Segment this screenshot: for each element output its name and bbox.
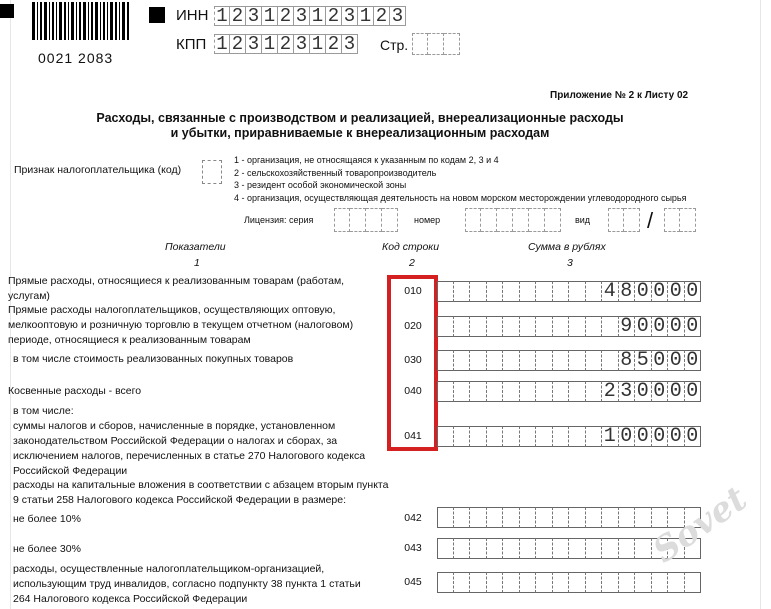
amount-digit-cell[interactable]	[503, 538, 520, 559]
amount-field-030[interactable]	[437, 350, 701, 371]
amount-digit-cell[interactable]	[536, 538, 553, 559]
amount-field-020[interactable]	[437, 316, 701, 337]
amount-digit-cell[interactable]	[569, 426, 586, 447]
amount-digit-cell[interactable]	[487, 281, 504, 302]
amount-digit-cell[interactable]: 0	[635, 381, 652, 402]
sign-option: 1 - организация, не относящаяся к указанным по кодам 2, 3 и 4	[234, 155, 499, 165]
line-code-043: 043	[404, 542, 422, 554]
amount-digit-cell[interactable]	[569, 281, 586, 302]
amount-digit-cell[interactable]: 0	[685, 281, 702, 302]
amount-digit-cell[interactable]	[437, 572, 454, 593]
amount-digit-cell[interactable]	[586, 507, 603, 528]
license-slash: /	[647, 208, 654, 233]
kpp-digit[interactable]: 2	[326, 34, 342, 54]
amount-digit-cell[interactable]	[553, 381, 570, 402]
line-code-020: 020	[404, 320, 422, 332]
row-043-text	[13, 542, 81, 557]
amount-digit-cell[interactable]	[553, 316, 570, 337]
kpp-digit[interactable]: 3	[246, 34, 262, 54]
amount-digit-cell[interactable]: 0	[668, 350, 685, 371]
amount-digit-cell[interactable]: 0	[685, 350, 702, 371]
barcode	[30, 2, 134, 56]
amount-digit-cell[interactable]	[619, 572, 636, 593]
amount-digit-cell[interactable]	[437, 507, 454, 528]
row-010-text	[8, 274, 344, 304]
amount-digit-cell[interactable]: 0	[685, 381, 702, 402]
row-045-text	[13, 562, 361, 607]
amount-digit-cell[interactable]	[536, 350, 553, 371]
amount-digit-cell[interactable]	[470, 426, 487, 447]
amount-digit-cell[interactable]	[536, 316, 553, 337]
amount-digit-cell[interactable]	[569, 572, 586, 593]
inn-field[interactable]	[214, 6, 406, 26]
amount-digit-cell[interactable]	[652, 572, 669, 593]
row-text-line: Прямые расходы, относящиеся к реализованным товарам (работам,	[8, 275, 345, 287]
license-number-field[interactable]	[465, 208, 561, 232]
amount-digit-cell[interactable]	[470, 381, 487, 402]
amount-digit-cell[interactable]: 0	[668, 281, 685, 302]
amount-digit-cell[interactable]: 0	[685, 426, 702, 447]
amount-digit-cell[interactable]	[503, 381, 520, 402]
title-line-1: Расходы, связанные с производством и реализацией, внереализационные расходы	[96, 111, 624, 125]
amount-digit-cell[interactable]	[487, 316, 504, 337]
inn-digit[interactable]: 2	[230, 6, 246, 26]
amount-digit-cell[interactable]	[520, 350, 537, 371]
amount-digit-cell[interactable]	[520, 572, 537, 593]
amount-digit-cell[interactable]	[470, 507, 487, 528]
license-cell[interactable]	[497, 208, 513, 232]
amount-digit-cell[interactable]	[586, 426, 603, 447]
row-text-line: Косвенные расходы - всего	[8, 385, 142, 397]
amount-digit-cell[interactable]: 5	[635, 350, 652, 371]
sign-option: 2 - сельскохозяйственный товаропроизводитель	[234, 167, 437, 178]
inn-digit[interactable]: 1	[310, 6, 326, 26]
amount-digit-cell[interactable]: 1	[602, 426, 619, 447]
amount-digit-cell[interactable]	[437, 281, 454, 302]
taxpayer-sign-label: Признак налогоплательщика (код)	[14, 164, 182, 176]
license-cell[interactable]	[529, 208, 545, 232]
amount-digit-cell[interactable]	[536, 381, 553, 402]
page-label: Стр.	[380, 37, 409, 53]
row-042-text	[13, 512, 81, 527]
inn-digit[interactable]: 3	[342, 6, 358, 26]
kpp-digit[interactable]: 2	[230, 34, 246, 54]
amount-digit-cell[interactable]	[569, 538, 586, 559]
col-number-2: 2	[409, 257, 415, 269]
amount-digit-cell[interactable]	[487, 381, 504, 402]
amount-field-045[interactable]	[437, 572, 701, 593]
corner-marker	[0, 4, 14, 18]
amount-digit-cell[interactable]	[470, 281, 487, 302]
amount-digit-cell[interactable]	[437, 316, 454, 337]
inn-label: ИНН	[176, 7, 209, 24]
amount-digit-cell[interactable]	[553, 350, 570, 371]
row-text-line: расходы, осуществленные налогоплательщиком-организацией,	[13, 563, 325, 575]
amount-digit-cell[interactable]	[536, 507, 553, 528]
amount-digit-cell[interactable]	[619, 507, 636, 528]
row-041-text	[13, 404, 365, 479]
amount-field-041[interactable]	[437, 426, 701, 447]
row-030-text	[13, 352, 293, 367]
amount-digit-cell[interactable]: 0	[635, 281, 652, 302]
line-code-045: 045	[404, 576, 422, 588]
amount-digit-cell[interactable]	[536, 426, 553, 447]
row-text-line: Российской Федерации	[13, 465, 128, 477]
inn-digit[interactable]: 2	[374, 6, 390, 26]
amount-digit-cell[interactable]	[553, 426, 570, 447]
inn-digit[interactable]: 3	[294, 6, 310, 26]
amount-digit-cell[interactable]	[454, 350, 471, 371]
line-code-040: 040	[404, 385, 422, 397]
amount-digit-cell[interactable]: 8	[619, 281, 636, 302]
amount-digit-cell[interactable]: 0	[668, 316, 685, 337]
amount-digit-cell[interactable]	[520, 281, 537, 302]
amount-digit-cell[interactable]: 0	[652, 350, 669, 371]
col-number-1: 1	[194, 257, 200, 269]
amount-digit-cell[interactable]: 2	[602, 381, 619, 402]
amount-digit-cell[interactable]	[536, 281, 553, 302]
kpp-field[interactable]	[214, 34, 358, 54]
amount-digit-cell[interactable]: 3	[619, 381, 636, 402]
amount-digit-cell[interactable]: 4	[602, 281, 619, 302]
sign-options-list	[234, 154, 687, 204]
amount-digit-cell[interactable]	[569, 316, 586, 337]
license-cell[interactable]	[545, 208, 561, 232]
amount-digit-cell[interactable]	[487, 507, 504, 528]
amount-digit-cell[interactable]: 0	[668, 381, 685, 402]
taxpayer-sign-field[interactable]	[202, 160, 222, 184]
col-header-indicators: Показатели	[165, 241, 226, 253]
license-series-field[interactable]	[334, 208, 398, 232]
amount-digit-cell[interactable]	[569, 507, 586, 528]
amount-digit-cell[interactable]	[602, 350, 619, 371]
kpp-digit[interactable]: 1	[310, 34, 326, 54]
amount-digit-cell[interactable]	[454, 507, 471, 528]
col-number-3: 3	[567, 257, 573, 269]
amount-digit-cell[interactable]	[487, 426, 504, 447]
amount-digit-cell[interactable]: 0	[685, 316, 702, 337]
amount-digit-cell[interactable]	[586, 381, 603, 402]
amount-digit-cell[interactable]	[553, 507, 570, 528]
row-text-line: мелкооптовую и розничную торговлю в текущем отчетном (налоговом)	[8, 319, 354, 331]
amount-digit-cell[interactable]	[503, 316, 520, 337]
amount-digit-cell[interactable]	[668, 572, 685, 593]
col-header-amount: Сумма в рублях	[528, 241, 606, 253]
amount-digit-cell[interactable]	[470, 350, 487, 371]
inn-digit[interactable]: 2	[278, 6, 294, 26]
amount-digit-cell[interactable]	[470, 538, 487, 559]
line-code-042: 042	[404, 512, 422, 524]
license-cell[interactable]	[608, 208, 624, 232]
form-title	[0, 111, 720, 141]
amount-digit-cell[interactable]	[520, 316, 537, 337]
license-type-field-b[interactable]	[664, 208, 696, 232]
license-number-label: номер	[414, 215, 441, 225]
amount-digit-cell[interactable]	[586, 538, 603, 559]
amount-digit-cell[interactable]	[454, 572, 471, 593]
license-cell[interactable]	[382, 208, 398, 232]
amount-digit-cell[interactable]	[437, 426, 454, 447]
kpp-digit[interactable]: 1	[262, 34, 278, 54]
amount-digit-cell[interactable]: 0	[652, 316, 669, 337]
watermark-text: Sovet	[645, 478, 755, 572]
amount-digit-cell[interactable]	[586, 281, 603, 302]
license-type-field-a[interactable]	[608, 208, 640, 232]
amount-digit-cell[interactable]	[520, 507, 537, 528]
amount-field-040[interactable]	[437, 381, 701, 402]
license-cell[interactable]	[334, 208, 350, 232]
amount-digit-cell[interactable]	[454, 281, 471, 302]
amount-digit-cell[interactable]	[454, 538, 471, 559]
row-text-line: исключением налогов, перечисленных в статье 270 Налогового кодекса	[13, 450, 366, 462]
amount-digit-cell[interactable]: 0	[652, 281, 669, 302]
line-code-030: 030	[404, 354, 422, 366]
amount-digit-cell[interactable]	[470, 316, 487, 337]
line-code-041: 041	[404, 430, 422, 442]
amount-digit-cell[interactable]	[503, 507, 520, 528]
row-text-line: использующим труд инвалидов, согласно подпункту 38 пункта 1 статьи	[13, 578, 361, 590]
row-text-line: суммы налогов и сборов, начисленные в порядке, установленном	[13, 420, 336, 432]
row-text-line: периоде, относящиеся к реализованным товарам	[8, 334, 251, 346]
amount-digit-cell[interactable]: 8	[619, 350, 636, 371]
page-number-field[interactable]	[412, 33, 460, 55]
license-series-label: Лицензия: серия	[244, 215, 314, 225]
row-text-line: в том числе:	[13, 405, 74, 417]
amount-digit-cell[interactable]	[520, 538, 537, 559]
kpp-label: КПП	[176, 36, 207, 53]
sign-option: 4 - организация, осуществляющая деятельность на новом морском месторождении углеводородного сырья	[234, 192, 687, 203]
amount-digit-cell[interactable]	[569, 381, 586, 402]
amount-digit-cell[interactable]	[685, 572, 702, 593]
amount-digit-cell[interactable]	[503, 350, 520, 371]
license-cell[interactable]	[465, 208, 481, 232]
amount-digit-cell[interactable]	[437, 350, 454, 371]
amount-digit-cell[interactable]: 9	[619, 316, 636, 337]
inn-digit[interactable]: 1	[262, 6, 278, 26]
amount-digit-cell[interactable]: 0	[668, 426, 685, 447]
page-cell[interactable]	[412, 33, 428, 55]
row-text-line: Прямые расходы налогоплательщиков, осуществляющих оптовую,	[8, 304, 336, 316]
sign-option: 3 - резидент особой экономической зоны	[234, 180, 407, 190]
amount-digit-cell[interactable]	[635, 507, 652, 528]
amount-digit-cell[interactable]	[602, 316, 619, 337]
license-cell[interactable]	[481, 208, 497, 232]
amount-digit-cell[interactable]	[569, 350, 586, 371]
amount-digit-cell[interactable]	[487, 538, 504, 559]
row-text-line: услугам)	[8, 290, 50, 302]
amount-digit-cell[interactable]	[487, 572, 504, 593]
row-text-line: в том числе стоимость реализованных покупных товаров	[13, 353, 294, 365]
amount-digit-cell[interactable]	[520, 381, 537, 402]
license-cell[interactable]	[366, 208, 382, 232]
inn-digit[interactable]: 3	[246, 6, 262, 26]
amount-digit-cell[interactable]	[520, 426, 537, 447]
amount-digit-cell[interactable]	[602, 572, 619, 593]
row-text-line: не более 30%	[13, 543, 81, 555]
amount-digit-cell[interactable]	[586, 316, 603, 337]
amount-digit-cell[interactable]	[454, 426, 471, 447]
amount-digit-cell[interactable]	[553, 572, 570, 593]
inn-digit[interactable]: 1	[358, 6, 374, 26]
row-text-line: расходы на капитальные вложения в соответствии с абзацем вторым пункта	[13, 479, 389, 491]
amount-digit-cell[interactable]: 0	[652, 426, 669, 447]
row-text-line: законодательством Российской Федерации о налогах и сборах, за	[13, 435, 338, 447]
amount-digit-cell[interactable]	[536, 572, 553, 593]
barcode-number: 0021 2083	[38, 50, 114, 66]
row-text-line: не более 10%	[13, 513, 81, 525]
amount-digit-cell[interactable]	[553, 281, 570, 302]
col-header-line-code: Код строки	[382, 241, 440, 253]
license-cell[interactable]	[680, 208, 696, 232]
amount-digit-cell[interactable]	[437, 538, 454, 559]
line-code-highlight	[387, 275, 438, 451]
amount-field-042[interactable]	[437, 507, 701, 528]
license-type-label: вид	[575, 215, 591, 225]
page-cell[interactable]	[444, 33, 460, 55]
corner-marker	[149, 7, 165, 23]
amount-digit-cell[interactable]	[619, 538, 636, 559]
inn-digit[interactable]: 2	[326, 6, 342, 26]
kpp-digit[interactable]: 1	[214, 34, 230, 54]
grid-line	[760, 0, 761, 609]
amount-digit-cell[interactable]	[602, 538, 619, 559]
amount-digit-cell[interactable]	[635, 572, 652, 593]
license-cell[interactable]	[350, 208, 366, 232]
amount-digit-cell[interactable]: 0	[635, 426, 652, 447]
license-cell[interactable]	[513, 208, 529, 232]
amount-digit-cell[interactable]	[586, 350, 603, 371]
kpp-digit[interactable]: 3	[342, 34, 358, 54]
amount-digit-cell[interactable]	[503, 572, 520, 593]
amount-digit-cell[interactable]	[454, 381, 471, 402]
amount-digit-cell[interactable]	[586, 572, 603, 593]
amount-digit-cell[interactable]: 0	[652, 381, 669, 402]
amount-digit-cell[interactable]	[503, 426, 520, 447]
page-cell[interactable]	[428, 33, 444, 55]
row-capex-text	[13, 478, 388, 508]
license-cell[interactable]	[664, 208, 680, 232]
inn-digit[interactable]: 1	[214, 6, 230, 26]
row-020-text	[8, 303, 353, 348]
amount-digit-cell[interactable]	[437, 381, 454, 402]
amount-digit-cell[interactable]	[553, 538, 570, 559]
inn-digit[interactable]: 3	[390, 6, 406, 26]
license-cell[interactable]	[624, 208, 640, 232]
kpp-digit[interactable]: 2	[278, 34, 294, 54]
amount-digit-cell[interactable]	[602, 507, 619, 528]
amount-digit-cell[interactable]: 0	[635, 316, 652, 337]
title-line-2: и убытки, приравниваемые к внереализационным расходам	[170, 126, 550, 140]
appendix-label: Приложение № 2 к Листу 02	[550, 90, 689, 101]
row-text-line: 264 Налогового кодекса Российской Федерации	[13, 593, 248, 605]
amount-digit-cell[interactable]: 0	[619, 426, 636, 447]
row-040-text	[8, 384, 141, 399]
amount-digit-cell[interactable]	[503, 281, 520, 302]
line-code-010: 010	[404, 285, 422, 297]
amount-field-010[interactable]	[437, 281, 701, 302]
amount-digit-cell[interactable]	[470, 572, 487, 593]
row-text-line: 9 статьи 258 Налогового кодекса Российской Федерации в размере:	[13, 494, 347, 506]
amount-digit-cell[interactable]	[487, 350, 504, 371]
amount-digit-cell[interactable]	[454, 316, 471, 337]
kpp-digit[interactable]: 3	[294, 34, 310, 54]
